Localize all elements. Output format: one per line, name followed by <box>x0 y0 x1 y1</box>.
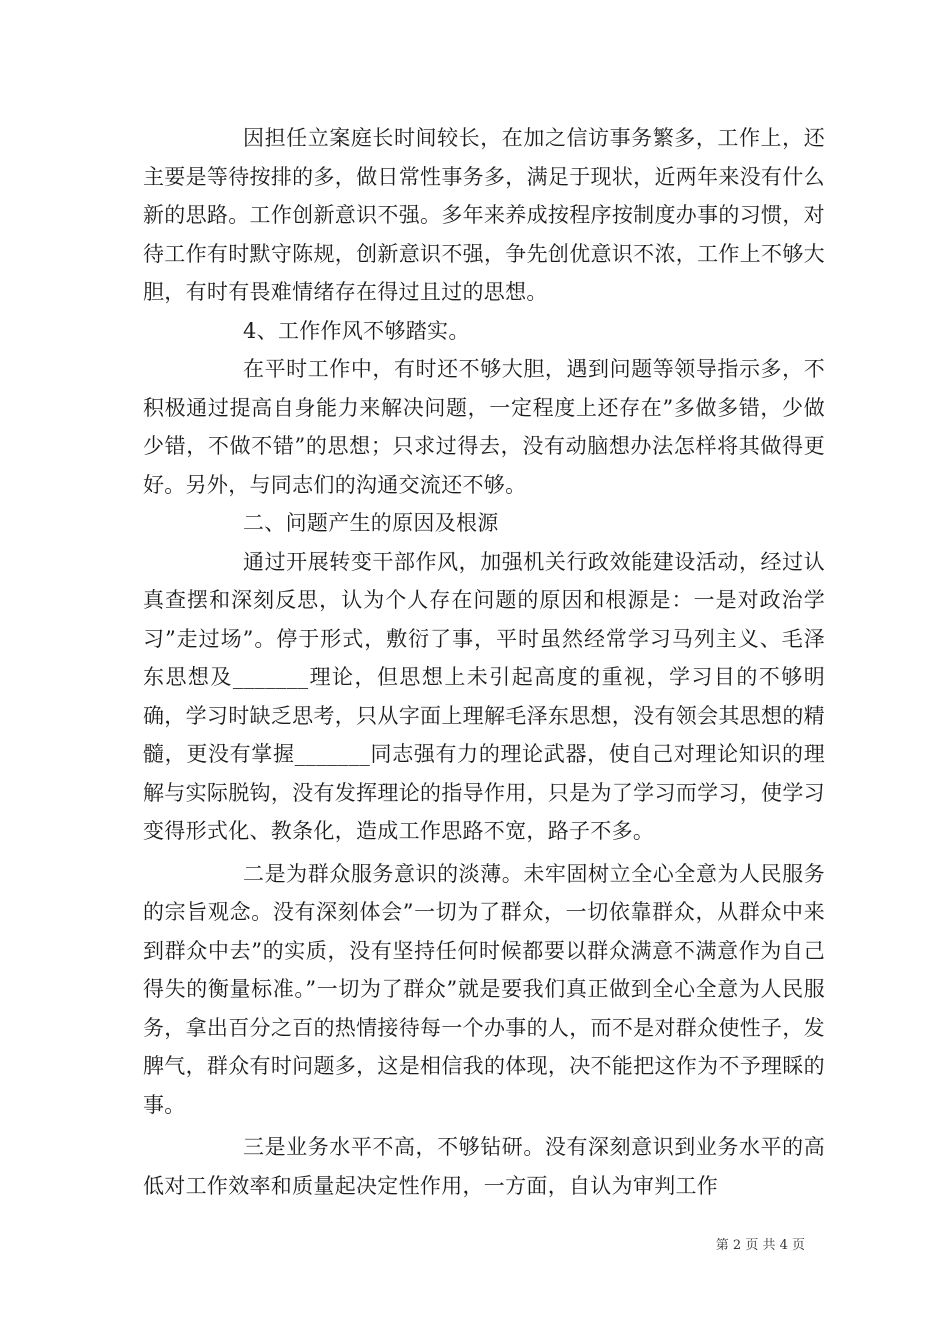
document-body <box>143 119 825 1205</box>
paragraph-cause-one: 通过开展转变干部作风，加强机关行政效能建设活动，经过认真查摆和深刻反思，认为个人存在问题的原因和根源是：一是对政治学习”走过场”。停于形式，敷衍了事，平时虽然经常学习马列主义、毛泽东思想及_______理论，但思想上未引起高度的重视，学习目的不够明确，学习时缺乏思考，只从字面上理解毛泽东思想，没有领会其思想的精髓，更没有掌握_______同志强有力的理论武器，使自己对理论知识的理解与实际脱钩，没有发挥理论的指导作用，只是为了学习而学习，使学习变得形式化、教条化，造成工作思路不宽，路子不多。 <box>143 549 825 843</box>
paragraph-work-style: 在平时工作中，有时还不够大胆，遇到问题等领导指示多，不积极通过提高自身能力来解决问题，一定程度上还存在”多做多错，少做少错，不做不错”的思想；只求过得去，没有动脑想办法怎样将其做得更好。另外，与同志们的沟通交流还不够。 <box>143 357 825 497</box>
heading-causes: 二、问题产生的原因及根源 <box>243 511 499 535</box>
paragraph-cause-two: 二是为群众服务意识的淡薄。未牢固树立全心全意为人民服务的宗旨观念。没有深刻体会”一切为了群众，一切依靠群众，从群众中来到群众中去”的实质，没有坚持任何时候都要以群众满意不满意作为自己得失的衡量标准。”一切为了群众”就是要我们真正做到全心全意为人民服务，拿出百分之百的热情接待每一个办事的人，而不是对群众使性子，发脾气，群众有时问题多，这是相信我的体现，决不能把这作为不予理睬的事。 <box>143 861 825 1117</box>
page-number-footer: 第 2 页 共 4 页 <box>715 1238 805 1253</box>
paragraph-cause-three: 三是业务水平不高，不够钻研。没有深刻意识到业务水平的高低对工作效率和质量起决定性作用，一方面，自认为审判工作 <box>143 1135 825 1198</box>
heading-work-style: 4、工作作风不够踏实。 <box>243 318 470 343</box>
paragraph-innovation: 因担任立案庭长时间较长，在加之信访事务繁多，工作上，还主要是等待按排的多，做日常性事务多，满足于现状，近两年来没有什么新的思路。工作创新意识不强。多年来养成按程序按制度办事的习惯，对待工作有时默守陈规，创新意识不强，争先创优意识不浓，工作上不够大胆，有时有畏难情绪存在得过且过的思想。 <box>143 126 825 304</box>
